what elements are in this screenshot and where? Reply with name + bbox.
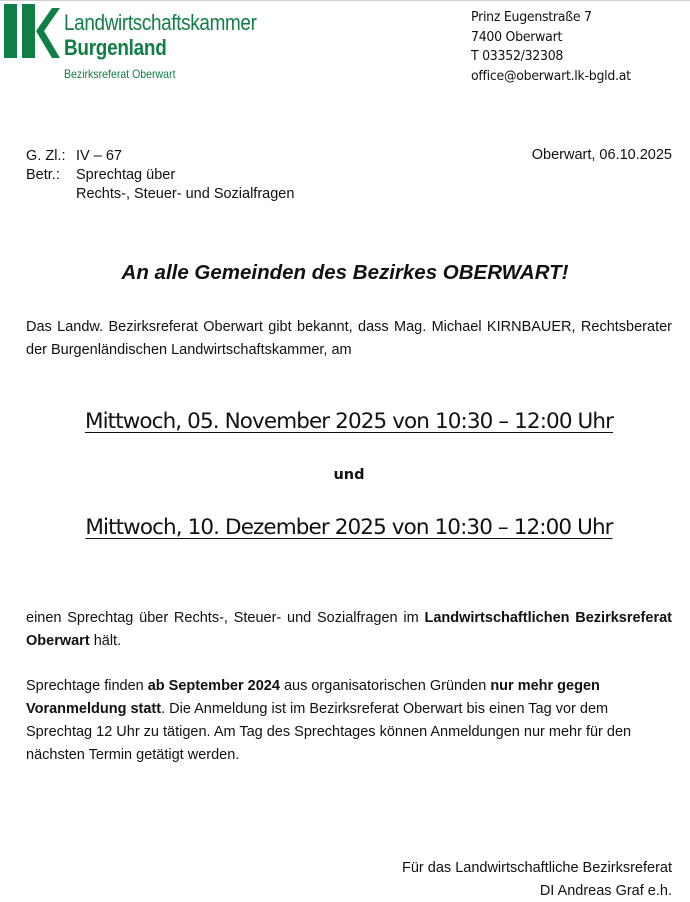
logo-office: Bezirksreferat Oberwart	[64, 67, 176, 81]
signature-block	[402, 857, 672, 902]
intro-paragraph: Das Landw. Bezirksreferat Oberwart gibt bekannt, dass Mag. Michael KIRNBAUER, Rechtsberater der Burgenländischen Landwirtschaftskammer, am	[26, 319, 672, 358]
body-paragraph-1: einen Sprechtag über Rechts-, Steuer- und Sozialfragen im Landwirtschaftlichen Bezirksreferat Oberwart hält.	[26, 610, 672, 649]
address-email[interactable]: office@oberwart.lk-bgld.at	[471, 67, 631, 84]
body-paragraph-2: Sprechtage finden ab September 2024 aus organisatorischen Gründen nur mehr gegen Voranmeldung statt. Die Anmeldung ist im Bezirksreferat Oberwart bis einen Tag vor dem Sprechtag 12 Uhr zu tätigen. Am Tag des Sprechtages können Anmeldungen nur mehr für den nächsten Termin getätigt werden.	[26, 678, 632, 763]
letter-date: Oberwart, 06.10.2025	[531, 147, 672, 163]
event-date-2: Mittwoch, 10. Dezember 2025 von 10:30 – 12:00 Uhr	[85, 515, 613, 540]
top-border	[0, 0, 690, 1]
logo-k-arm	[30, 4, 60, 58]
logo-org-name: Landwirtschaftskammer	[64, 10, 257, 35]
event-date-1: Mittwoch, 05. November 2025 von 10:30 – 12:00 Uhr	[84, 409, 614, 434]
since-date-bold: ab September 2024	[147, 678, 280, 694]
conjunction: und	[333, 467, 365, 483]
logo-l-bar	[4, 4, 17, 58]
address-phone: T 03352/32308	[471, 48, 564, 64]
logo-region: Burgenland	[64, 35, 167, 60]
address-city: 7400 Oberwart	[471, 28, 563, 45]
reference-value: IV – 67	[76, 148, 122, 164]
signature-line1: Für das Landwirtschaftliche Bezirksreferat	[402, 860, 672, 876]
signature-name: DI Andreas Graf e.h.	[539, 883, 672, 899]
headline: An alle Gemeinden des Bezirkes OBERWART!	[121, 261, 569, 284]
reference-block	[26, 147, 294, 204]
address-street: Prinz Eugenstraße 7	[471, 9, 592, 25]
lk-logo-icon	[4, 4, 60, 60]
office-name-bold: Landwirtschaftlichen Bezirksreferat Oberwart	[26, 610, 672, 649]
sender-address	[471, 8, 643, 86]
registration-notice-bold: nur mehr gegen Voranmeldung statt	[26, 678, 600, 717]
subject-label: Betr.:	[26, 167, 60, 183]
subject-line1: Sprechtag über	[76, 167, 176, 183]
subject-line2: Rechts-, Steuer- und Sozialfragen	[76, 186, 295, 202]
reference-label: G. Zl.:	[26, 148, 66, 164]
logo	[4, 4, 274, 84]
